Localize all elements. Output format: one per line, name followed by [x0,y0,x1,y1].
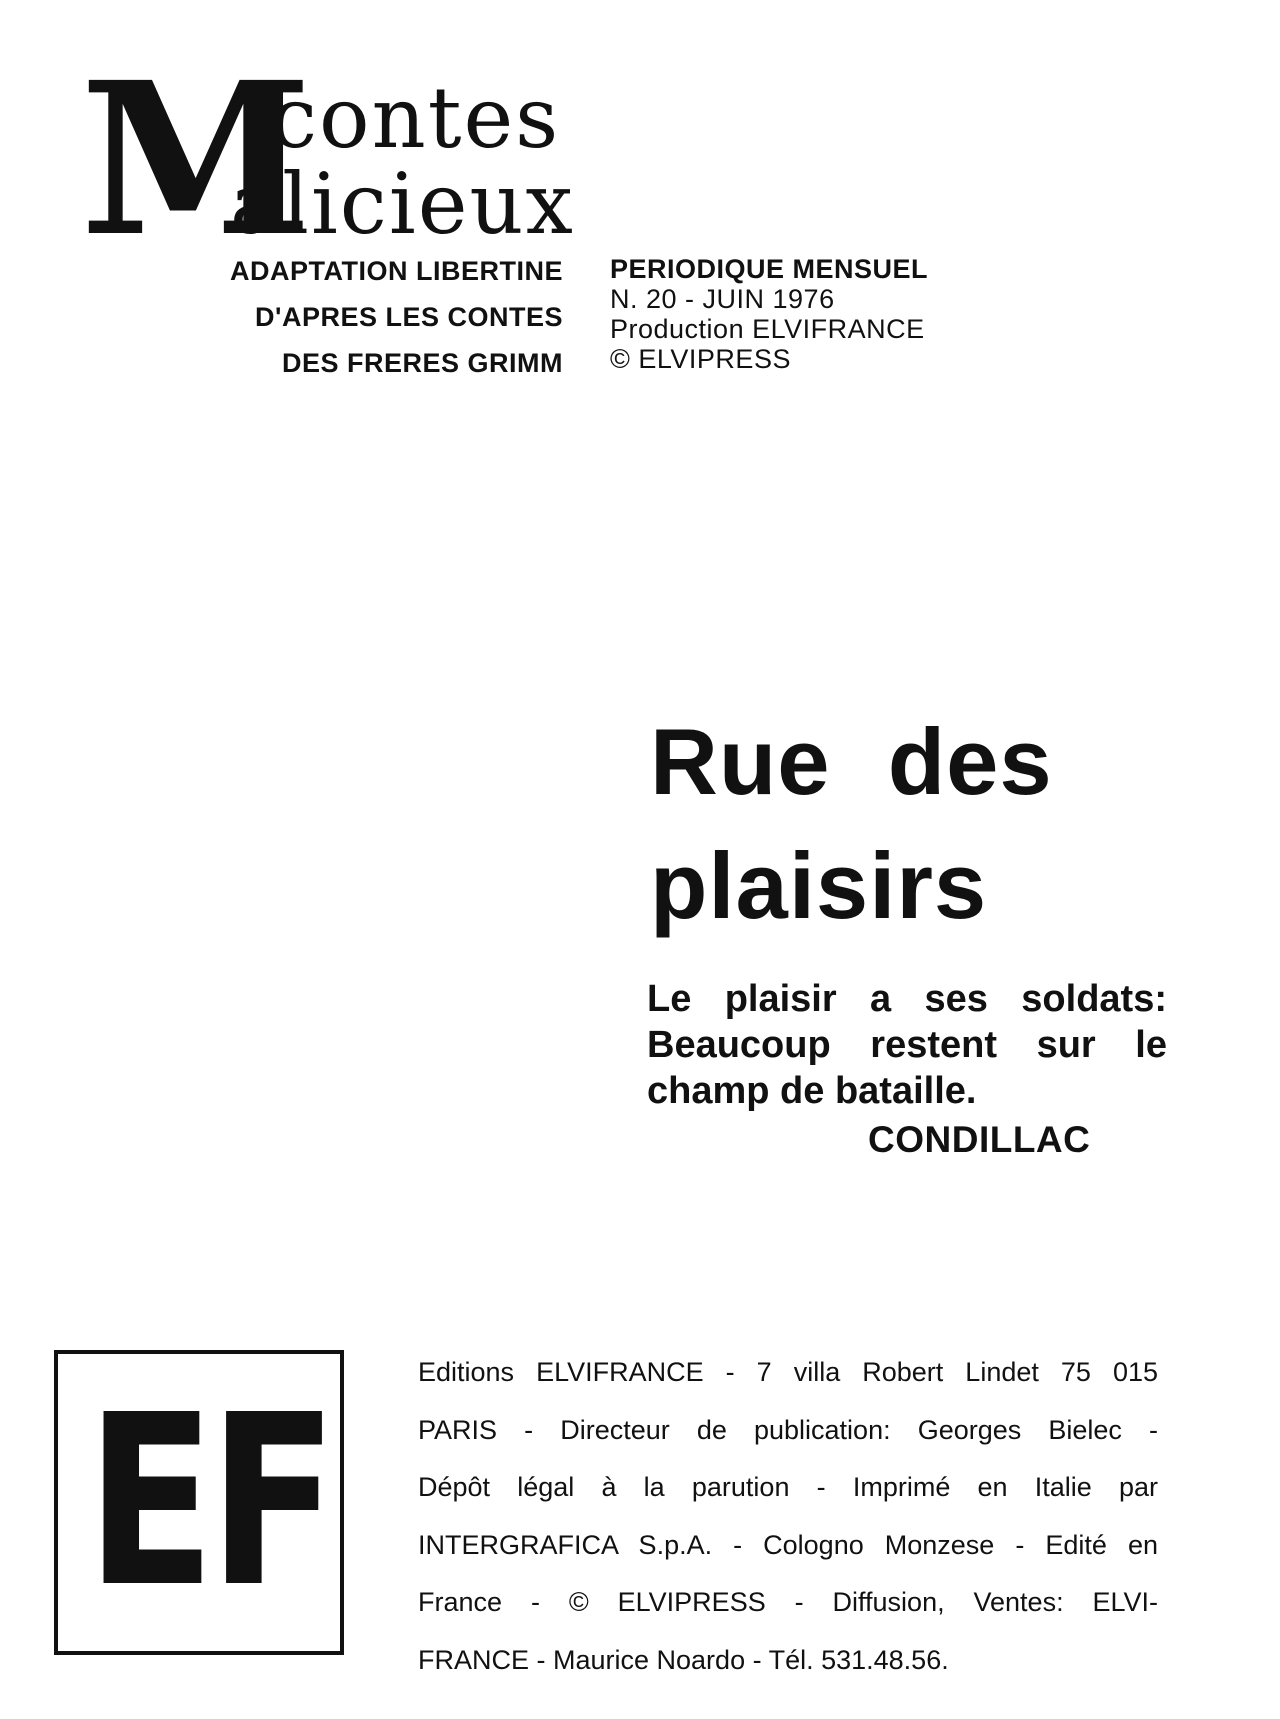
imprint-line: FRANCE - Maurice Noardo - Tél. 531.48.56. [418,1644,949,1675]
logo-initial: M [80,36,313,283]
issue-info-number: N. 20 - JUIN 1976 [610,284,835,314]
publisher-logo [54,1350,344,1655]
story-title-line: plaisirs [650,833,988,938]
logo-word-contes: contes [270,69,561,167]
story-title [650,700,1053,948]
issue-info-copyright: © ELVIPRESS [610,344,791,374]
epigraph-line: Le plaisir a ses soldats: [647,978,1167,1020]
epigraph-line: Beaucoup restent sur le [647,1024,1167,1066]
masthead-subtitle-line: ADAPTATION LIBERTINE [230,256,563,286]
imprint-line: Dépôt légal à la parution - Imprimé en Italie par [418,1472,1158,1502]
imprint-line: INTERGRAFICA S.p.A. - Cologno Monzese - Edité en [418,1529,1158,1560]
masthead-subtitle-line: D'APRES LES CONTES [255,302,563,332]
story-title-line: Rue des [650,709,1053,814]
epigraph [647,976,1167,1114]
imprint-line: PARIS - Directeur de publication: Georges Bielec - [418,1414,1158,1445]
masthead-subtitle-line: DES FRERES GRIMM [281,348,563,378]
imprint-line: France - © ELVIPRESS - Diffusion, Ventes: ELVI- [418,1587,1158,1617]
epigraph-line: champ de bataille. [647,1070,977,1112]
issue-info-production: Production ELVIFRANCE [610,314,925,344]
epigraph-author: CONDILLAC [868,1119,1091,1160]
imprint-line: Editions ELVIFRANCE - 7 villa Robert Lindet 75 015 [418,1357,1158,1387]
issue-info [610,254,928,374]
logo-word-malicieux: alicieux [230,155,575,253]
publisher-logo-text: EF [86,1364,332,1639]
imprint-text [418,1344,1158,1689]
issue-info-periodicity: PERIODIQUE MENSUEL [610,254,929,284]
masthead-subtitle [170,248,563,386]
